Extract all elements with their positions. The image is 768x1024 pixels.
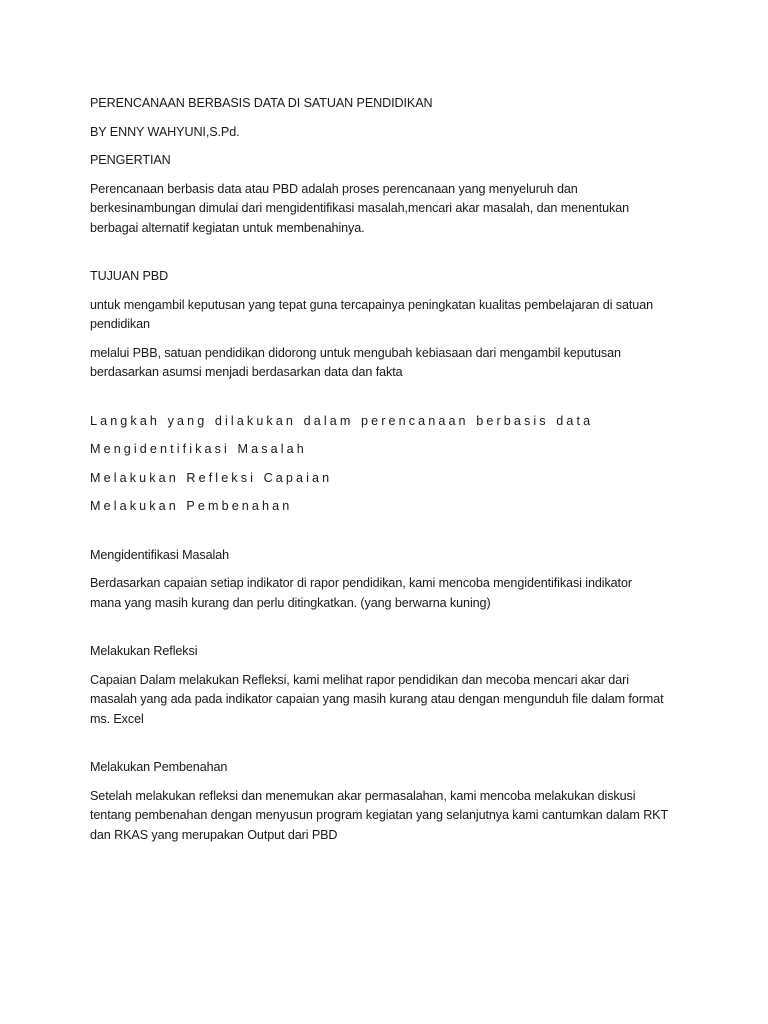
goal-heading: TUJUAN PBD: [90, 269, 169, 283]
paragraph-line: masalah yang ada pada indikator capaian yang masih kurang atau dengan mengunduh file dalam format: [90, 692, 664, 706]
document-body: [90, 94, 690, 854]
paragraph-line: Berdasarkan capaian setiap indikator di rapor pendidikan, kami mencoba mengidentifikasi indikator: [90, 576, 632, 590]
paragraph-line: berdasarkan asumsi menjadi berdasarkan data dan fakta: [90, 365, 403, 379]
step-item: Mengidentifikasi Masalah: [90, 442, 307, 456]
paragraph-line: ms. Excel: [90, 711, 144, 726]
identify-heading: Mengidentifikasi Masalah: [90, 547, 230, 562]
goal-paragraph-1: [90, 296, 690, 335]
paragraph-line: Setelah melakukan refleksi dan menemukan akar permasalahan, kami mencoba melakukan diskusi: [90, 788, 636, 803]
paragraph-line: Perencanaan berbasis data atau PBD adalah proses perencanaan yang menyeluruh dan: [90, 181, 578, 196]
definition-heading: PENGERTIAN: [90, 153, 171, 167]
paragraph-line: Capaian Dalam melakukan Refleksi, kami melihat rapor pendidikan dan mecoba mencari akar dari: [90, 672, 629, 687]
fix-paragraph: [90, 787, 690, 846]
identify-paragraph: [90, 574, 690, 613]
reflect-paragraph: [90, 671, 690, 730]
paragraph-line: berbagai alternatif kegiatan untuk membenahinya.: [90, 220, 365, 235]
document-author: BY ENNY WAHYUNI,S.Pd.: [90, 124, 240, 139]
paragraph-line: mana yang masih kurang dan perlu ditingkatkan. (yang berwarna kuning): [90, 595, 491, 610]
paragraph-line: dan RKAS yang merupakan Output dari PBD: [90, 827, 338, 842]
paragraph-line: berkesinambungan dimulai dari mengidentifikasi masalah,mencari akar masalah, dan menentukan: [90, 201, 630, 215]
fix-heading: Melakukan Pembenahan: [90, 760, 228, 774]
paragraph-line: melalui PBB, satuan pendidikan didorong untuk mengubah kebiasaan dari mengambil keputusan: [90, 345, 621, 360]
reflect-heading: Melakukan Refleksi: [90, 644, 198, 658]
step-item: Melakukan Pembenahan: [90, 499, 293, 513]
paragraph-line: tentang pembenahan dengan menyusun program kegiatan yang selanjutnya kami cantumkan dalam RKT: [90, 808, 669, 822]
step-item: Melakukan Refleksi Capaian: [90, 470, 333, 485]
paragraph-line: untuk mengambil keputusan yang tepat guna tercapainya peningkatan kualitas pembelajaran di satuan: [90, 297, 654, 312]
paragraph-line: pendidikan: [90, 317, 150, 331]
definition-paragraph: [90, 180, 690, 239]
document-title: PERENCANAAN BERBASIS DATA DI SATUAN PENDIDIKAN: [90, 96, 433, 110]
goal-paragraph-2: [90, 344, 690, 383]
steps-heading: Langkah yang dilakukan dalam perencanaan berbasis data: [90, 413, 594, 428]
